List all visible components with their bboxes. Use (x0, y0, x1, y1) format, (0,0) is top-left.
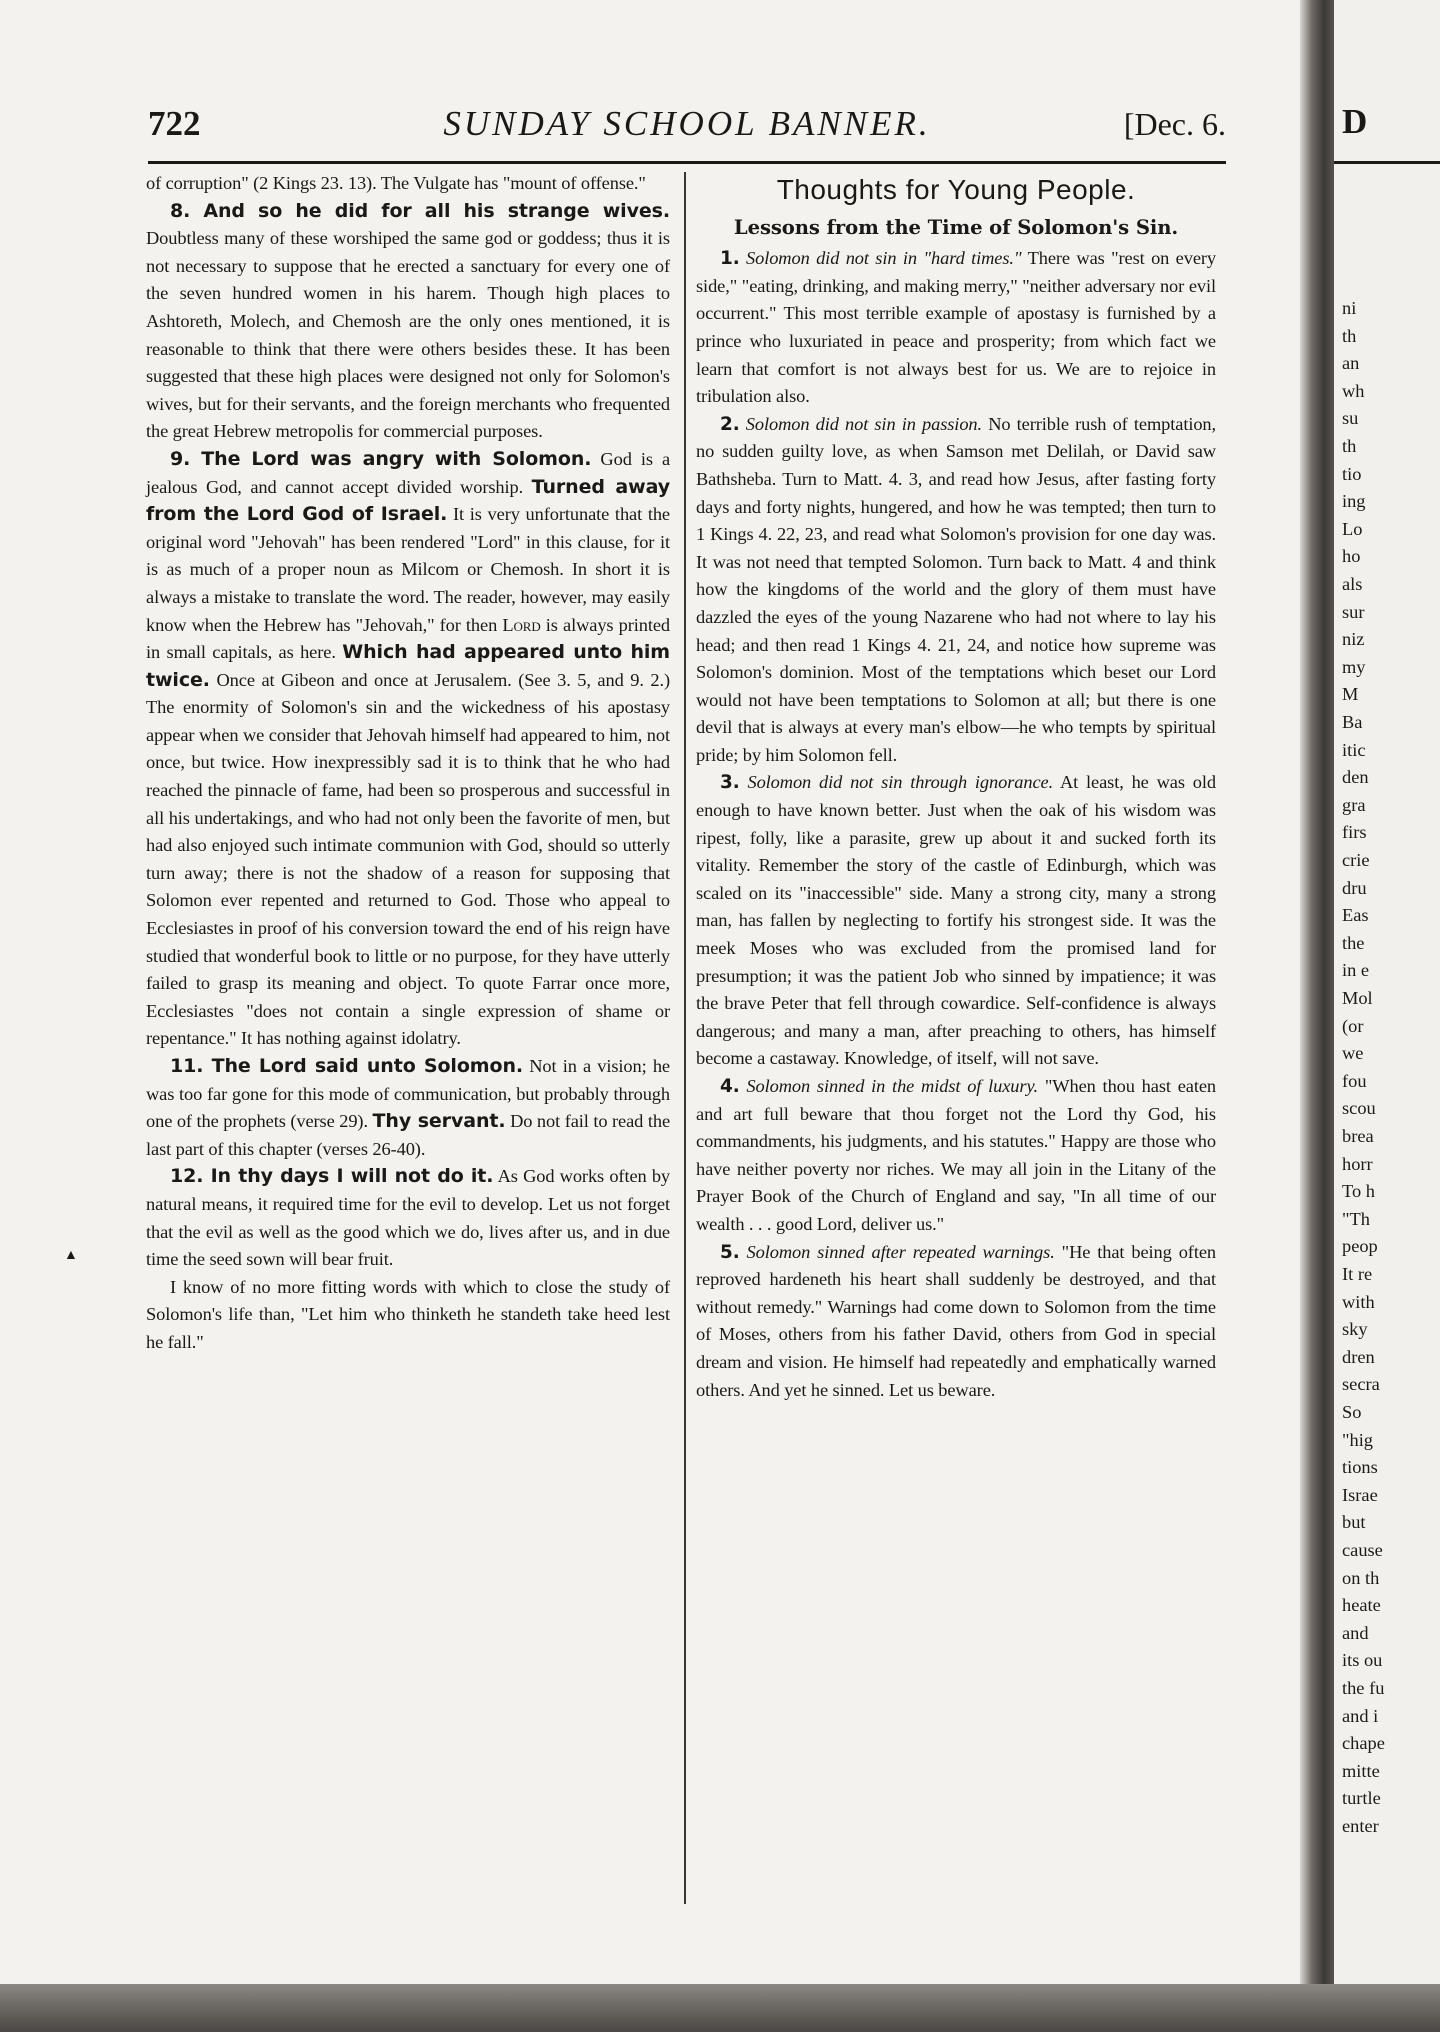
margin-mark: ▲ (64, 1248, 78, 1263)
facing-page-fragment: an (1342, 353, 1360, 374)
facing-page-fragment: It re (1342, 1264, 1373, 1284)
facing-page-fragment: on th (1342, 1567, 1380, 1588)
section-subtitle: Lessons from the Time of Solomon's Sin. (733, 215, 1179, 239)
verse-heading: 8. And so he did for all his strange wives. (170, 199, 670, 222)
facing-page-fragment: Israe (1342, 1484, 1378, 1505)
facing-page-fragment: als (1342, 574, 1363, 594)
facing-page-fragment: fou (1342, 1070, 1367, 1091)
facing-page-fragment: with (1342, 1291, 1375, 1312)
paragraph: 8. And so he did for all his strange wives. Doubtless many of these worshiped the same god or goddess; thus it is not necessary to suppose that he erected a sanctuary for every one of the seven hundred women in his harem. Though high places to Ashtoreth, Molech, and Chemosh are the only ones mentioned, it is reasonable to think that there were others besides these. It has been suggested that these high places were designed not only for Solomon's wives, but for their servants, and the foreign merchants who frequented the great Hebrew metropolis for commercial purposes. (146, 199, 670, 442)
facing-page-fragment: but (1342, 1512, 1366, 1533)
facing-page-fragment: wh (1342, 380, 1365, 401)
facing-page-fragment: itic (1342, 739, 1366, 760)
verse-heading: Which had appeared unto him twice. (146, 641, 671, 691)
facing-page-fragment: th (1342, 325, 1357, 346)
page-header (148, 102, 1226, 162)
facing-page-fragment: So (1342, 1402, 1362, 1422)
verse-heading: 12. In thy days I will not do it. (170, 1165, 494, 1188)
facing-page-fragment: heate (1342, 1595, 1381, 1616)
journal-title: SUNDAY SCHOOL BANNER. (443, 104, 931, 143)
facing-page-fragment: turtle (1342, 1788, 1381, 1809)
facing-page-fragment: tio (1342, 463, 1362, 484)
verse-heading: Thy servant. (372, 1110, 506, 1133)
lesson-paragraph: 3. Solomon did not sin through ignorance. At least, he was old enough to have known better. Just when the oak of his wisdom was ripest, folly, like a parasite, grew up about it and sucked forth its vitality. Remember the story of the castle of Edinburgh, which was scaled on its "inaccessible" side. Many a strong city, many a strong man, has fallen by neglecting to fortify his strongest side. It was the meek Moses who was excluded from the promised land for presumption; it was the patient Job who sinned by impatience; it was the brave Peter that fell through cowardice. Self-confidence is always dangerous; and many a man, after preaching to others, has himself become a castaway. Knowledge, of itself, will not save. (696, 772, 1216, 1069)
paragraph: 9. The Lord was angry with Solomon. God is a jealous God, and cannot accept divided worship. Turned away from the Lord God of Israel. It is very unfortunate that the original word "Jehovah" has been rendered "Lord" in this clause, for it is as much of a proper noun as Milcom or Chemosh. In short it is always a mistake to translate the word. The reader, however, may easily know when the Hebrew has "Jehovah," for then Lord is always printed in small capitals, as here. Which had appeared unto him twice. Once at Gibeon and once at Jerusalem. (See 3. 5, and 9. 2.) The enormity of Solomon's sin and the wickedness of his apostasy appear when we consider that Jehovah himself had appeared to him, not once, but twice. How inexpressibly sad it is to think that he who had reached the pinnacle of fame, had been so prosperous and successful in all his undertakings, and who had not only been the favorite of men, but had also enjoyed such intimate communion with God, should so utterly turn away; there is not the shadow of a reason for supposing that Solomon ever repented and returned to God. Those who appeal to Ecclesiastes in proof of his conversion toward the end of his reign have studied that wonderful book to little or no purpose, for they have utterly failed to grasp its meaning and object. To quote Farrar once more, Ecclesiastes "does not contain a single expression of shame or repentance." It has nothing against idolatry. (146, 447, 671, 1049)
facing-page-fragment: M (1342, 684, 1359, 705)
facing-page-fragment: the fu (1342, 1678, 1385, 1698)
facing-page-fragment: "Th (1342, 1208, 1370, 1229)
facing-page-fragment: we (1342, 1043, 1364, 1064)
facing-page-fragment: su (1342, 408, 1359, 429)
verse-heading: Turned away from the Lord God of Israel. (146, 475, 671, 526)
page-number: 722 (148, 104, 201, 143)
facing-page-fragment: enter (1342, 1816, 1379, 1836)
paragraph: I know of no more fitting words with which to close the study of Solomon's life than, "Let him who thinketh he standeth take heed lest he fall." (146, 1276, 670, 1352)
paragraph: 12. In thy days I will not do it. As God works often by natural means, it required time for the evil to develop. Let us not forget that the evil as well as the good which we do, lives after us, and in due time the seed sown will bear fruit. (146, 1165, 671, 1270)
facing-page-fragment: mitte (1342, 1760, 1380, 1781)
header-rule (148, 161, 1226, 164)
facing-page-edge (1334, 0, 1440, 2032)
facing-page-fragment: sur (1342, 601, 1365, 622)
facing-page-fragment: ho (1342, 546, 1361, 567)
book-gutter (1300, 0, 1334, 2032)
section-title: Thoughts for Young People. (776, 174, 1136, 205)
facing-page-header: D (1342, 102, 1368, 141)
facing-page-fragment: den (1342, 767, 1369, 788)
scan-shadow (0, 1984, 1440, 2032)
facing-page-fragment: Eas (1342, 905, 1369, 926)
facing-page-fragment: ing (1342, 491, 1366, 512)
facing-page-fragment: the (1342, 932, 1365, 953)
lesson-paragraph: 2. Solomon did not sin in passion. No terrible rush of temptation, no sudden guilty love, as when Samson met Delilah, or David saw Bathsheba. Turn to Matt. 4. 3, and read how Jesus, after fasting forty days and forty nights, hungered, and how he was tempted; then turn to 1 Kings 4. 22, 23, and read what Solomon's provision for one day was. It was not need that tempted Solomon. Turn back to Matt. 4 and think how the kingdoms of the world and the glory of them must have dazzled the eyes of the young Nazarene who had not where to lay his head; and then read 1 Kings 4. 21, 24, and notice how supreme was Solomon's dominion. Most of the temptations which beset our Lord would not have been temptations to Solomon at all; but there is one devil that is always at every man's elbow—he who tempts by spiritual pride; by him Solomon fell. (696, 413, 1217, 765)
facing-page-fragment: and i (1342, 1705, 1379, 1726)
small-caps-word: Lord (502, 614, 541, 635)
left-column (146, 170, 670, 1357)
lesson-paragraph: 1. Solomon did not sin in "hard times." There was "rest on every side," "eating, drinking, and making merry," "neither adversary nor evil occurrent." This most terrible example of apostasy is furnished by a prince who luxuriated in peace and prosperity; from which fact we learn that comfort is not always best for us. We are to rejoice in tribulation also. (696, 248, 1217, 407)
facing-page-fragment: dren (1342, 1346, 1375, 1367)
facing-page-fragment: horr (1342, 1153, 1373, 1174)
facing-page-fragment: dru (1342, 877, 1367, 898)
facing-page-fragment: its ou (1342, 1650, 1383, 1671)
column-divider (684, 172, 686, 1904)
facing-page-fragment: "hig (1342, 1429, 1374, 1450)
paragraph: 11. The Lord said unto Solomon. Not in a vision; he was too far gone for this mode of communication, but probably through one of the prophets (verse 29). Thy servant. Do not fail to read the last part of this chapter (verses 26-40). (146, 1055, 671, 1159)
facing-page-fragment: crie (1342, 850, 1370, 870)
paragraph: of corruption" (2 Kings 23. 13). The Vulgate has "mount of offense." (146, 173, 646, 193)
facing-page-rule (1334, 161, 1440, 164)
facing-page-fragment: Lo (1342, 518, 1363, 539)
facing-page-fragment: chape (1342, 1733, 1385, 1754)
facing-page-fragment: Ba (1342, 712, 1363, 732)
facing-page-fragment: sky (1342, 1319, 1368, 1340)
facing-page-fragment: brea (1342, 1126, 1374, 1146)
facing-page-fragment: niz (1342, 629, 1365, 650)
facing-page-fragment: firs (1342, 822, 1367, 843)
facing-page-fragment: and (1342, 1622, 1369, 1643)
right-column (696, 170, 1216, 1404)
lesson-paragraph: 5. Solomon sinned after repeated warnings. "He that being often reproved hardeneth his heart shall suddenly be destroyed, and that without remedy." Warnings had come down to Solomon from the time of Moses, others from his father David, others from God in special dream and vision. He himself had repeatedly and emphatically warned others. And yet he sinned. Let us beware. (696, 1241, 1216, 1400)
facing-page-fragment: Mol (1342, 988, 1373, 1008)
facing-page-fragment: cause (1342, 1540, 1383, 1560)
facing-page-fragment: To h (1342, 1181, 1375, 1202)
facing-page-fragment: secra (1342, 1374, 1380, 1395)
facing-page-fragment: my (1342, 656, 1366, 677)
facing-page-fragment: th (1342, 436, 1357, 456)
facing-page-fragment: scou (1342, 1098, 1376, 1119)
facing-page-fragment: tions (1342, 1457, 1378, 1478)
facing-page-fragment: gra (1342, 794, 1366, 815)
facing-page-fragment: in e (1342, 960, 1370, 981)
facing-page-fragment: ni (1342, 298, 1357, 318)
issue-date: [Dec. 6. (1123, 106, 1226, 142)
facing-page-fragment: (or (1342, 1015, 1364, 1036)
lesson-paragraph: 4. Solomon sinned in the midst of luxury. "When thou hast eaten and art full beware that thou forget not the Lord thy God, his commandments, his judgments, and his statutes." Happy are those who have neither poverty nor riches. We may all join in the Litany of the Prayer Book of the Church of England and say, "In all time of our wealth . . . good Lord, deliver us." (696, 1076, 1217, 1234)
verse-heading: 9. The Lord was angry with Solomon. (170, 447, 592, 470)
facing-page-fragment: peop (1342, 1236, 1378, 1257)
verse-heading: 11. The Lord said unto Solomon. (170, 1055, 523, 1077)
